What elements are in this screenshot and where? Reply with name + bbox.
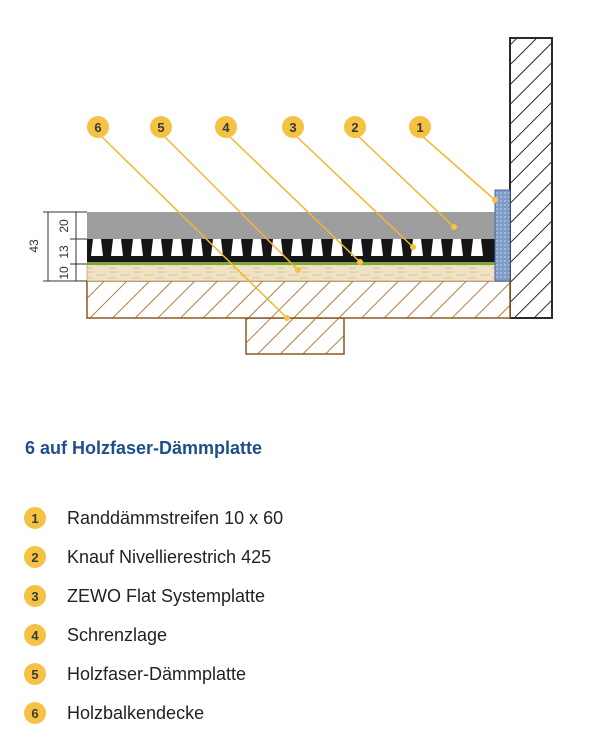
- callout-5: [150, 116, 172, 138]
- callout-5-number: 5: [157, 120, 165, 135]
- dimension-insulation: 10: [57, 266, 71, 280]
- callout-dot-5: [295, 267, 301, 273]
- system-plate-layer: [87, 239, 495, 262]
- legend-label: Knauf Nivellierestrich 425: [67, 547, 272, 567]
- legend-item-6: [24, 702, 584, 726]
- edge-insulation-strip: [495, 190, 510, 281]
- callout-dot-6: [284, 315, 290, 321]
- system-plate-groove: [311, 239, 323, 256]
- system-plate-groove: [291, 239, 303, 256]
- system-plate-groove: [171, 239, 183, 256]
- legend-number-badge: 2: [24, 546, 46, 568]
- legend-item-1: [24, 507, 584, 531]
- legend-label: Randdämmstreifen 10 x 60: [67, 508, 284, 528]
- legend-number-badge: 3: [24, 585, 46, 607]
- system-plate-groove: [471, 239, 483, 256]
- callout-1: [409, 116, 431, 138]
- system-plate-groove: [151, 239, 163, 256]
- callout-2-number: 2: [351, 120, 359, 135]
- system-plate-groove: [91, 239, 103, 256]
- callout-dot-3: [410, 244, 416, 250]
- legend-number-badge: 4: [24, 624, 46, 646]
- dimension-system: 13: [57, 245, 71, 259]
- legend-number-badge: 6: [24, 702, 46, 724]
- insulation-layer: [87, 264, 495, 281]
- callout-3-number: 3: [289, 120, 297, 135]
- callout-dot-2: [451, 224, 457, 230]
- legend-number-badge: 5: [24, 663, 46, 685]
- system-plate-groove: [251, 239, 263, 256]
- system-plate-groove: [131, 239, 143, 256]
- callout-4-number: 4: [222, 120, 230, 135]
- system-plate-groove: [371, 239, 383, 256]
- section-title: 6 auf Holzfaser-Dämmplatte: [25, 438, 263, 458]
- system-plate-groove: [451, 239, 463, 256]
- callout-1-number: 1: [416, 120, 424, 135]
- callout-3: [282, 116, 304, 138]
- legend-label: Holzbalkendecke: [67, 703, 205, 723]
- legend-label: Schrenzlage: [67, 625, 168, 645]
- legend-label: ZEWO Flat Systemplatte: [67, 586, 266, 606]
- system-plate-groove: [331, 239, 343, 256]
- callout-dot-4: [357, 259, 363, 265]
- system-plate-groove: [231, 239, 243, 256]
- callout-6-number: 6: [94, 120, 102, 135]
- system-plate-groove: [191, 239, 203, 256]
- legend-item-5: [24, 663, 584, 687]
- dimension-screed: 20: [57, 219, 71, 233]
- legend-label: Holzfaser-Dämmplatte: [67, 664, 247, 684]
- legend-item-4: [24, 624, 584, 648]
- dimension-total: 43: [27, 239, 41, 253]
- system-plate-groove: [351, 239, 363, 256]
- screed-layer: [87, 212, 495, 239]
- callout-4: [215, 116, 237, 138]
- wall: [510, 38, 552, 318]
- system-plate-groove: [391, 239, 403, 256]
- timber-beam: [246, 318, 344, 354]
- system-plate-groove: [431, 239, 443, 256]
- legend-item-3: [24, 585, 584, 609]
- legend-item-2: [24, 546, 584, 570]
- callout-dot-1: [492, 197, 498, 203]
- callout-6: [87, 116, 109, 138]
- timber-floor-layer: [87, 281, 510, 318]
- callout-2: [344, 116, 366, 138]
- system-plate-groove: [111, 239, 123, 256]
- legend-number-badge: 1: [24, 507, 46, 529]
